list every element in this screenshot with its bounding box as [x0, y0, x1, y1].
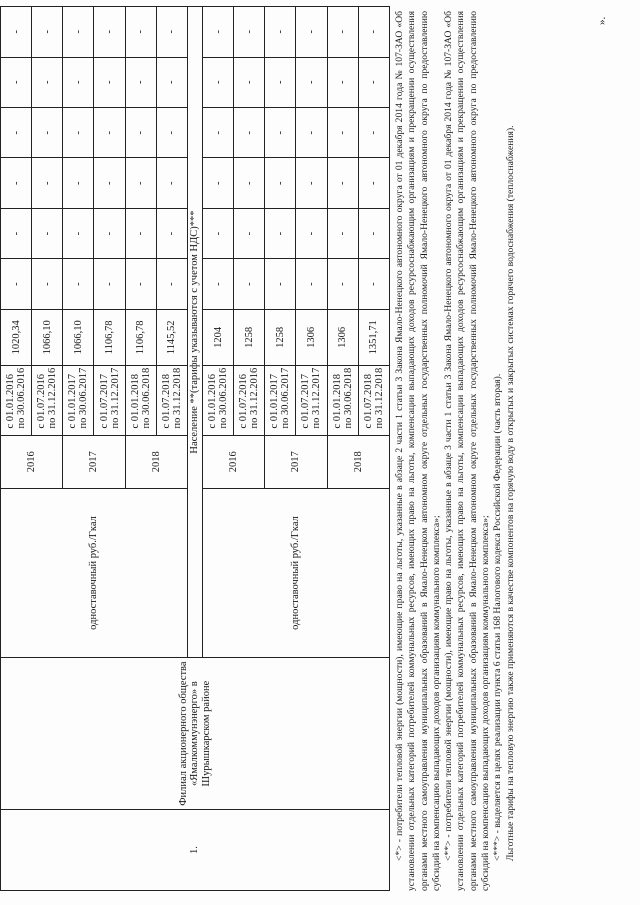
dash-cell: -: [1, 7, 32, 58]
period-cell: [202, 365, 233, 435]
dash-cell: -: [296, 158, 327, 208]
dash-cell: -: [32, 158, 63, 208]
tariff-value-cell: 1066,10: [32, 309, 63, 365]
period-from: с 01.07.2016: [238, 374, 250, 429]
dash-cell: -: [296, 108, 327, 158]
dash-cell: -: [358, 158, 389, 208]
period-cell: [32, 365, 63, 435]
period-cell: [125, 365, 156, 435]
dash-cell: -: [63, 108, 94, 158]
section-header-cell: Население **(тарифы указываются с учетом НДС)***: [187, 7, 202, 658]
dash-cell: -: [156, 259, 187, 309]
dash-cell: -: [125, 259, 156, 309]
dash-cell: -: [358, 259, 389, 309]
period-to: по 30.06.2018: [342, 367, 354, 429]
period-cell: [156, 365, 187, 435]
year-cell: 2017: [265, 435, 327, 488]
dash-cell: -: [94, 208, 125, 258]
dash-cell: -: [125, 208, 156, 258]
dash-cell: -: [202, 7, 233, 58]
period-to: по 31.12.2017: [311, 367, 323, 429]
period-to: по 30.06.2016: [218, 367, 230, 429]
period-from: с 01.01.2018: [331, 374, 343, 429]
tariff-value-cell: 1306: [327, 309, 358, 365]
dash-cell: -: [156, 57, 187, 107]
dash-cell: -: [94, 259, 125, 309]
table-row: [1, 7, 32, 891]
dash-cell: -: [234, 7, 265, 58]
dash-cell: -: [94, 158, 125, 208]
tariff-value-cell: 1351,71: [358, 309, 389, 365]
tariff-value-cell: 1106,78: [94, 309, 125, 365]
row-number-cell: 1.: [1, 810, 390, 891]
year-cell: 2018: [327, 435, 389, 488]
period-cell: [327, 365, 358, 435]
dash-cell: -: [1, 57, 32, 107]
dash-cell: -: [94, 57, 125, 107]
year-cell: 2018: [125, 435, 187, 488]
dash-cell: -: [265, 57, 296, 107]
corner-mark: ».: [596, 16, 608, 25]
dash-cell: -: [296, 208, 327, 258]
dash-cell: -: [327, 158, 358, 208]
year-cell: 2016: [1, 435, 63, 488]
period-cell: [63, 365, 94, 435]
organization-cell: Филиал акционерного общества «Ямалкоммунэнерго» в Шурышкарском районе: [1, 658, 390, 810]
tariff-value-cell: 1066,10: [63, 309, 94, 365]
dash-cell: -: [358, 57, 389, 107]
period-from: с 01.07.2017: [300, 374, 312, 429]
dash-cell: -: [296, 57, 327, 107]
dash-cell: -: [265, 208, 296, 258]
dash-cell: -: [202, 208, 233, 258]
period-cell: [265, 365, 296, 435]
dash-cell: -: [1, 108, 32, 158]
tariff-value-cell: 1306: [296, 309, 327, 365]
footnote-4: Льготные тарифы на тепловую энергию также применяются в качестве компонентов на горячую воду в открытых и закрытых системах горячего водоснабжения (теплоснабжения).: [504, 125, 516, 861]
tariff-type-cell: одноставочный руб./Гкал: [1, 488, 188, 657]
period-from: с 01.01.2017: [67, 374, 79, 429]
dash-cell: -: [32, 108, 63, 158]
period-from: с 01.07.2018: [160, 374, 172, 429]
period-from: с 01.07.2018: [362, 374, 374, 429]
dash-cell: -: [156, 108, 187, 158]
period-to: по 30.06.2018: [140, 367, 152, 429]
dash-cell: -: [156, 208, 187, 258]
period-to: по 30.06.2016: [16, 367, 28, 429]
footnote-3: <***> - выделяется в целях реализации пункта 6 статьи 168 Налогового кодекса Российской Федерации (часть вторая).: [492, 373, 504, 861]
dash-cell: -: [156, 7, 187, 58]
dash-cell: -: [234, 208, 265, 258]
period-cell: [94, 365, 125, 435]
period-cell: [296, 365, 327, 435]
footnote-1: <*> - потребители тепловой энергии (мощности), имеющие право на льготы, указанные в абзаце 2 части 1 статьи 3 Закона Ямало-Ненецкого автономного округа от 01 декабря 2014 года № 107-ЗАО «Об установлении отдельных категорий потребителей коммунальных ресурсов, имеющих право на льготы, компенсации выпадающих доходов ресурсоснабжающим организациям и прекращении осуществления органами местного самоуправления муниципальных образований в Ямало-Ненецком автономном округе отдельных государственных полномочий Ямало-Ненецкого автономного округа по предоставлению субсидий на компенсацию выпадающих доходов организациям коммунального комплекса»;: [394, 11, 442, 891]
dash-cell: -: [358, 208, 389, 258]
dash-cell: -: [202, 108, 233, 158]
dash-cell: -: [296, 259, 327, 309]
tariff-value-cell: 1145,52: [156, 309, 187, 365]
dash-cell: -: [94, 7, 125, 58]
period-cell: [1, 365, 32, 435]
dash-cell: -: [327, 259, 358, 309]
period-to: по 31.12.2016: [47, 367, 59, 429]
dash-cell: -: [265, 108, 296, 158]
period-to: по 31.12.2017: [109, 367, 121, 429]
tariff-value-cell: 1106,78: [125, 309, 156, 365]
dash-cell: -: [265, 7, 296, 58]
dash-cell: -: [63, 57, 94, 107]
dash-cell: -: [327, 57, 358, 107]
tariff-value-cell: 1258: [234, 309, 265, 365]
dash-cell: -: [63, 208, 94, 258]
dash-cell: -: [125, 108, 156, 158]
dash-cell: -: [202, 259, 233, 309]
dash-cell: -: [265, 158, 296, 208]
dash-cell: -: [234, 57, 265, 107]
dash-cell: -: [94, 108, 125, 158]
dash-cell: -: [32, 7, 63, 58]
period-from: с 01.01.2016: [207, 374, 218, 429]
tariff-value-cell: 1020,34: [1, 309, 32, 365]
tariff-table: [0, 6, 390, 891]
period-from: с 01.07.2017: [98, 374, 110, 429]
period-cell: [234, 365, 265, 435]
period-to: по 31.12.2018: [171, 367, 183, 429]
dash-cell: -: [125, 158, 156, 208]
dash-cell: -: [234, 158, 265, 208]
dash-cell: -: [32, 259, 63, 309]
dash-cell: -: [1, 259, 32, 309]
tariff-value-cell: 1258: [265, 309, 296, 365]
period-from: с 01.01.2016: [5, 374, 17, 429]
dash-cell: -: [125, 57, 156, 107]
period-cell: [358, 365, 389, 435]
dash-cell: -: [327, 7, 358, 58]
dash-cell: -: [156, 158, 187, 208]
period-to: по 30.06.2017: [78, 367, 90, 429]
footnotes: [394, 11, 517, 891]
dash-cell: -: [63, 7, 94, 58]
dash-cell: -: [327, 108, 358, 158]
tariff-value-cell: 1204: [202, 309, 233, 365]
period-from: с 01.01.2018: [129, 374, 141, 429]
year-cell: 2016: [202, 435, 264, 488]
dash-cell: -: [1, 158, 32, 208]
dash-cell: -: [63, 158, 94, 208]
period-from: с 01.07.2016: [36, 374, 48, 429]
period-to: по 31.12.2016: [249, 367, 261, 429]
dash-cell: -: [296, 7, 327, 58]
year-cell: 2017: [63, 435, 125, 488]
dash-cell: -: [327, 208, 358, 258]
dash-cell: -: [358, 7, 389, 58]
dash-cell: -: [234, 259, 265, 309]
period-from: с 01.01.2017: [269, 374, 281, 429]
dash-cell: -: [32, 208, 63, 258]
dash-cell: -: [265, 259, 296, 309]
dash-cell: -: [63, 259, 94, 309]
dash-cell: -: [358, 108, 389, 158]
dash-cell: -: [125, 7, 156, 58]
footnote-2: <**> - потребители тепловой энергии (мощности), имеющие право на льготы, указанные в абзаце 3 части 1 статьи 3 Закона Ямало-Ненецкого автономного округа от 01 декабря 2014 года № 107-ЗАО «Об установлении отдельных категорий потребителей коммунальных ресурсов, имеющих право на льготы, компенсации выпадающих доходов ресурсоснабжающим организациям и прекращении осуществления органами местного самоуправления муниципальных образований в Ямало-Ненецком автономном округе отдельных государственных полномочий Ямало-Ненецкого автономного округа по предоставлению субсидий на компенсацию выпадающих доходов организациям коммунального комплекса»;: [443, 11, 492, 891]
dash-cell: -: [202, 158, 233, 208]
period-to: по 31.12.2018: [373, 367, 385, 429]
tariff-type-cell: одноставочный руб./Гкал: [202, 488, 389, 657]
dash-cell: -: [32, 57, 63, 107]
dash-cell: -: [1, 208, 32, 258]
dash-cell: -: [234, 108, 265, 158]
period-to: по 30.06.2017: [280, 367, 292, 429]
dash-cell: -: [202, 57, 233, 107]
